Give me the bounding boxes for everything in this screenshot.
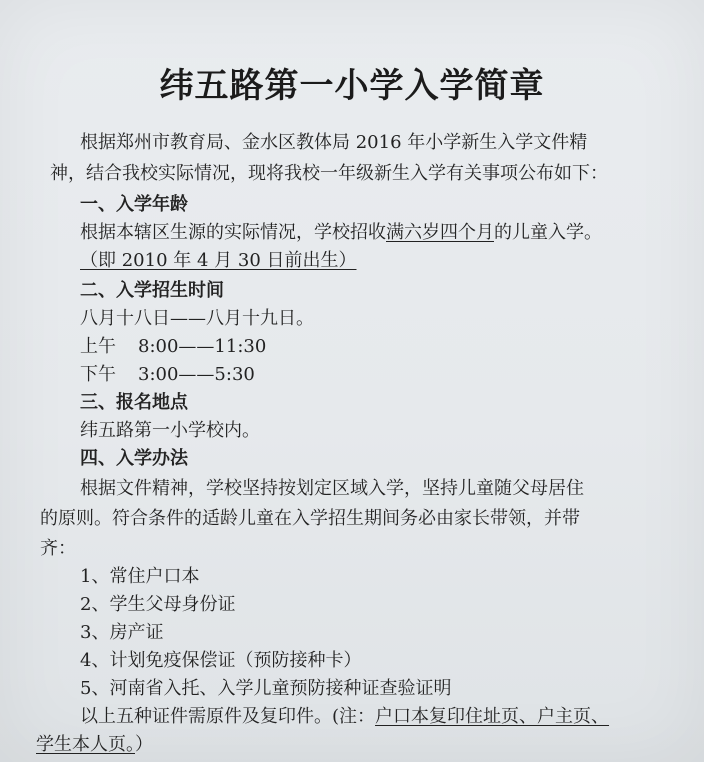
section-4-heading: 四、入学办法 — [80, 448, 188, 469]
am-time: 8:00——11:30 — [138, 336, 267, 357]
closing-suffix: ） — [135, 734, 153, 755]
list-item: 4、计划免疫保偿证（预防接种卡） — [80, 650, 362, 671]
section-2-am — [80, 336, 266, 358]
section-4-closing-line-2 — [36, 734, 153, 756]
section-1-text-underlined: 满六岁四个月 — [386, 222, 494, 243]
section-2-heading: 二、入学招生时间 — [80, 280, 224, 301]
list-item: 3、房产证 — [80, 622, 164, 643]
section-4-closing-line-1 — [80, 706, 609, 728]
section-3-location: 纬五路第一小学校内。 — [80, 420, 260, 441]
am-label: 上午 — [80, 336, 116, 357]
section-4-para-line-2: 的原则。符合条件的适龄儿童在入学招生期间务必由家长带领，并带 — [40, 508, 580, 529]
section-2-pm — [80, 364, 255, 386]
pm-time: 3:00——5:30 — [138, 364, 255, 385]
list-item: 2、学生父母身份证 — [80, 594, 236, 615]
pm-label: 下午 — [80, 364, 116, 385]
section-4-para-line-1: 根据文件精神，学校坚持按划定区域入学，坚持儿童随父母居住 — [80, 478, 584, 499]
intro-line-1: 根据郑州市教育局、金水区教体局 2016 年小学新生入学文件精 — [80, 132, 588, 153]
closing-underlined-1: 户口本复印住址页、户主页、 — [375, 706, 610, 727]
section-1-text — [80, 222, 602, 244]
section-1-text-suffix: 的儿童入学。 — [494, 222, 602, 243]
section-1-note: （即 2010 年 4 月 30 日前出生） — [80, 250, 357, 271]
section-4-para-line-3: 齐： — [40, 538, 76, 559]
intro-line-2: 神，结合我校实际情况，现将我校一年级新生入学有关事项公布如下： — [50, 163, 608, 184]
section-1-heading: 一、入学年龄 — [80, 194, 188, 215]
section-2-dates: 八月十八日——八月十九日。 — [80, 308, 314, 329]
closing-underlined-2: 学生本人页。 — [36, 734, 135, 755]
list-item: 1、常住户口本 — [80, 566, 200, 587]
document-title: 纬五路第一小学入学简章 — [159, 66, 545, 106]
section-3-heading: 三、报名地点 — [80, 392, 188, 413]
list-item: 5、河南省入托、入学儿童预防接种证查验证明 — [80, 678, 452, 699]
closing-prefix: 以上五种证件需原件及复印件。(注： — [80, 706, 376, 727]
section-1-text-prefix: 根据本辖区生源的实际情况，学校招收 — [80, 222, 386, 243]
